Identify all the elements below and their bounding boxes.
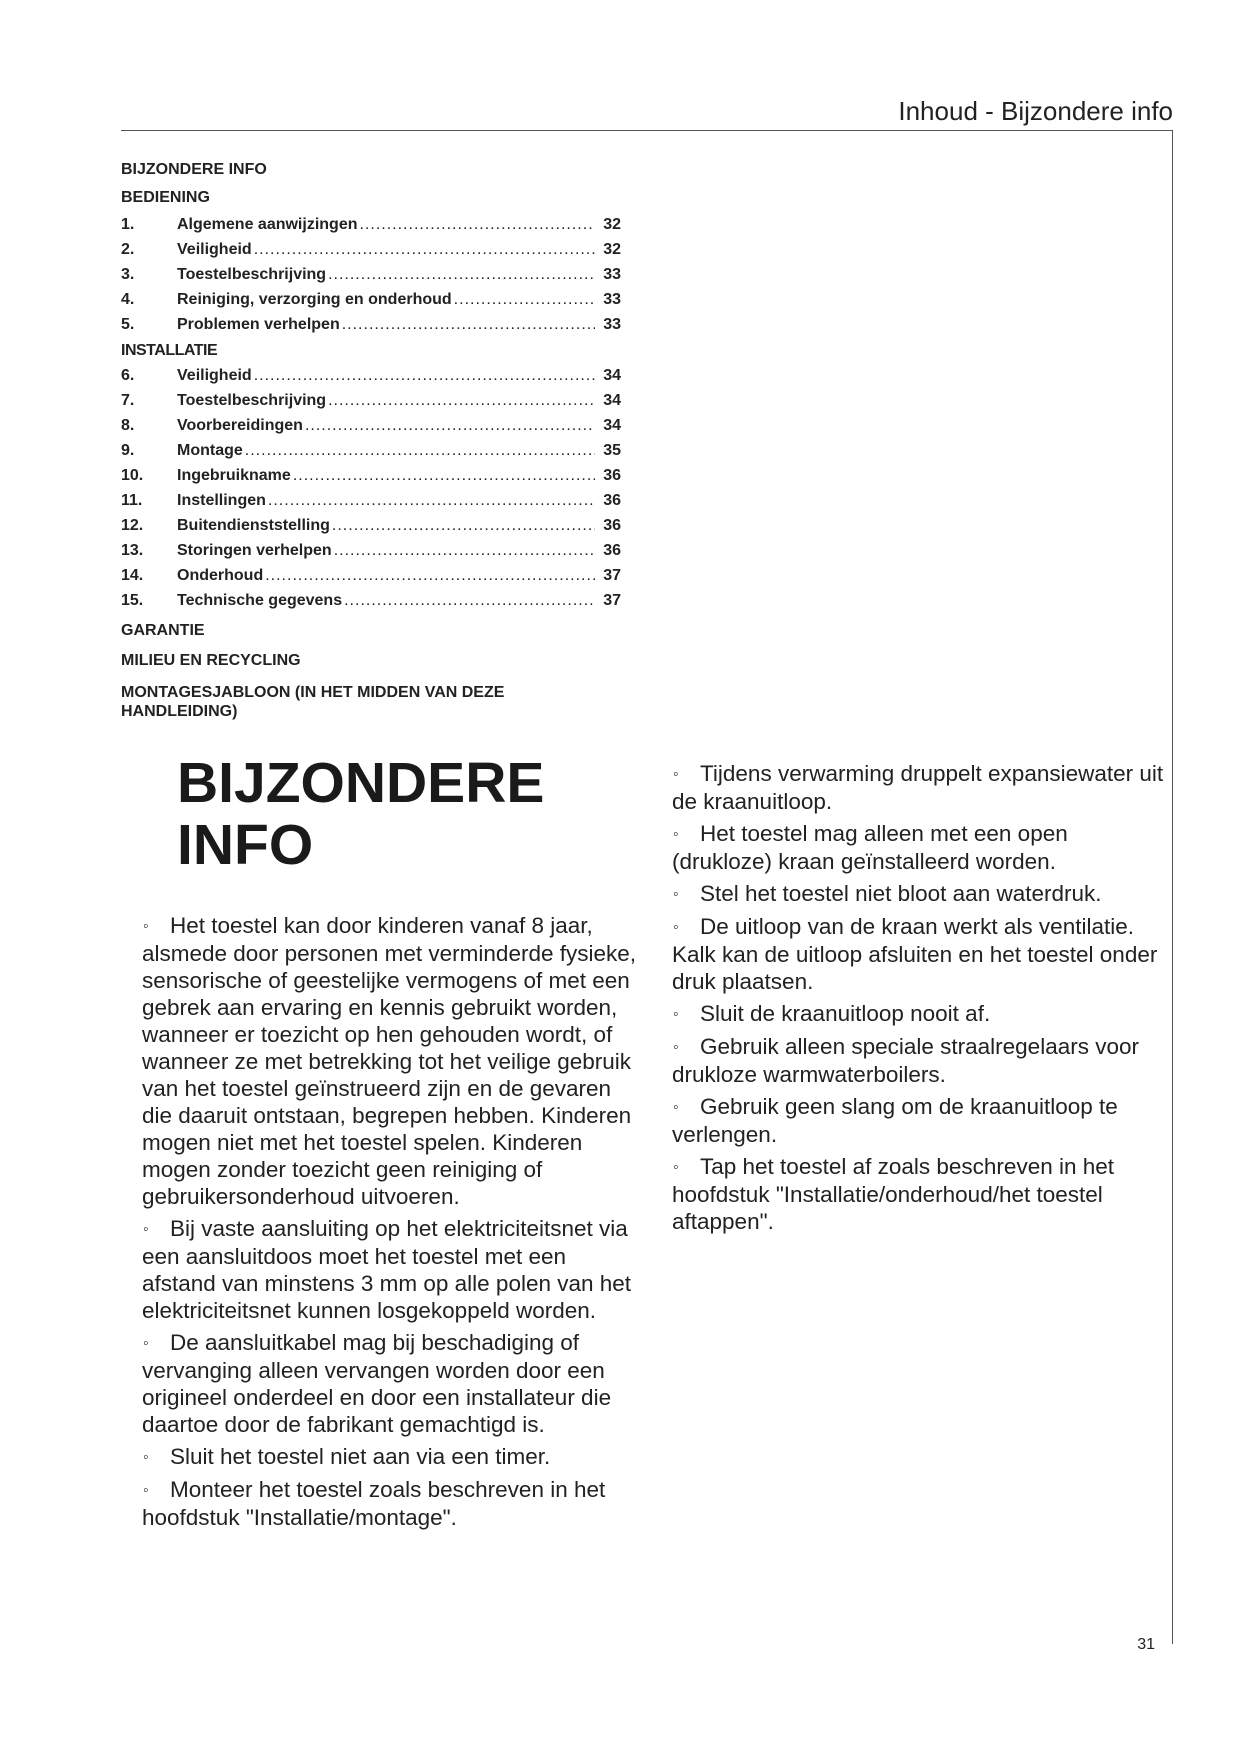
bullet-icon: ◦: [673, 1039, 679, 1056]
toc-entry-number: 7.: [121, 392, 135, 409]
toc-leader-dots: [344, 588, 595, 613]
toc-entry-page: 37: [603, 567, 621, 584]
safety-bullet: [672, 1093, 1172, 1148]
bullet-icon: ◦: [143, 1449, 149, 1466]
toc-entry-page: 36: [603, 492, 621, 509]
toc-entry[interactable]: [121, 388, 621, 413]
toc-leader-dots: [254, 363, 595, 388]
bullet-icon: ◦: [673, 1099, 679, 1116]
toc-section-bediening[interactable]: BEDIENING: [121, 189, 210, 206]
toc-entry-number: 13.: [121, 542, 144, 559]
bullet-text: Sluit het toestel niet aan via een timer.: [170, 1444, 551, 1469]
safety-bullet: [142, 1476, 642, 1531]
toc-entry-number: 4.: [121, 291, 135, 308]
toc-entry-label: Storingen verhelpen: [177, 542, 332, 559]
bullet-text: Monteer het toestel zoals beschreven in het hoofdstuk "Installatie/montage".: [142, 1477, 606, 1530]
section-title-line-1: BIJZONDERE: [177, 751, 545, 815]
toc-entry-page: 36: [603, 467, 621, 484]
section-title-line-2: INFO: [177, 813, 314, 877]
toc-entry-label: Toestelbeschrijving: [177, 392, 327, 409]
toc-entry[interactable]: [121, 563, 621, 588]
bullet-text: De aansluitkabel mag bij beschadiging of vervanging alleen vervangen worden door een origineel onderdeel en door een installateur die daartoe door de fabrikant gemachtigd is.: [142, 1330, 612, 1437]
toc-entry-label: Problemen verhelpen: [177, 316, 340, 333]
toc-leader-dots: [305, 413, 595, 438]
toc-entry-page: 35: [603, 442, 621, 459]
toc-entry[interactable]: [121, 212, 621, 237]
left-column: [142, 912, 642, 1536]
toc-leader-dots: [359, 212, 595, 237]
bullet-text: Stel het toestel niet bloot aan waterdruk.: [700, 881, 1102, 906]
bullet-text: Gebruik geen slang om de kraanuitloop te verlengen.: [672, 1094, 1118, 1147]
safety-bullet: [672, 880, 1172, 908]
safety-bullet: [672, 1153, 1172, 1235]
toc-entry-page: 32: [603, 216, 621, 233]
safety-bullet: [672, 1000, 1172, 1028]
safety-bullet: [142, 1215, 642, 1324]
bullet-icon: ◦: [143, 1335, 149, 1352]
toc-leader-dots: [454, 287, 595, 312]
toc-entry-page: 33: [603, 316, 621, 333]
toc-entry-label: Montage: [177, 442, 243, 459]
section-title: [177, 752, 544, 876]
toc-entry-page: 32: [603, 241, 621, 258]
toc-entry-page: 33: [603, 266, 621, 283]
toc-entry-page: 34: [603, 392, 621, 409]
toc-leader-dots: [293, 463, 595, 488]
toc-entry-label: Ingebruikname: [177, 467, 291, 484]
toc-entry-label: Veiligheid: [177, 367, 252, 384]
toc-entry-label: Instellingen: [177, 492, 266, 509]
safety-bullet: [672, 1033, 1172, 1088]
toc-entry-number: 5.: [121, 316, 135, 333]
right-column: [672, 760, 1172, 1240]
bullet-icon: ◦: [673, 1159, 679, 1176]
toc-entry-label: Toestelbeschrijving: [177, 266, 327, 283]
bullet-icon: ◦: [673, 1006, 679, 1023]
toc-entry-page: 34: [603, 417, 621, 434]
bullet-text: De uitloop van de kraan werkt als ventilatie. Kalk kan de uitloop afsluiten en het toestel onder druk plaatsen.: [672, 914, 1158, 994]
toc-entry[interactable]: [121, 538, 621, 563]
toc-entry-number: 11.: [121, 492, 143, 509]
toc-section-garantie[interactable]: GARANTIE: [121, 622, 205, 639]
toc-entry[interactable]: [121, 463, 621, 488]
toc-leader-dots: [328, 262, 595, 287]
toc-entry[interactable]: [121, 488, 621, 513]
toc-leader-dots: [254, 237, 595, 262]
toc-leader-dots: [268, 488, 595, 513]
toc-entry[interactable]: [121, 237, 621, 262]
bullet-text: Het toestel mag alleen met een open (drukloze) kraan geïnstalleerd worden.: [672, 821, 1068, 874]
header-divider: [121, 130, 1173, 131]
bullet-icon: ◦: [673, 766, 679, 783]
toc-leader-dots: [342, 312, 595, 337]
toc-entry-page: 37: [603, 592, 621, 609]
toc-entry-number: 3.: [121, 266, 135, 283]
toc-leader-dots: [334, 538, 595, 563]
toc-entry-page: 36: [603, 517, 621, 534]
page-header-title: Inhoud - Bijzondere info: [898, 96, 1173, 126]
toc-entry-label: Veiligheid: [177, 241, 252, 258]
bullet-icon: ◦: [673, 886, 679, 903]
toc-section-milieu[interactable]: MILIEU EN RECYCLING: [121, 652, 301, 669]
safety-bullet: [672, 760, 1172, 815]
bullet-text: Sluit de kraanuitloop nooit af.: [700, 1001, 991, 1026]
bullet-text: Tijdens verwarming druppelt expansiewater uit de kraanuitloop.: [672, 761, 1164, 814]
toc-entry-number: 15.: [121, 592, 144, 609]
toc-section-installatie[interactable]: INSTALLATIE: [121, 342, 218, 359]
bullet-icon: ◦: [673, 919, 679, 936]
bullet-icon: ◦: [673, 826, 679, 843]
safety-bullet: [142, 912, 642, 1210]
toc-entry[interactable]: [121, 588, 621, 613]
toc-entry-label: Algemene aanwijzingen: [177, 216, 358, 233]
toc-entry-label: Technische gegevens: [177, 592, 343, 609]
page-number: 31: [1137, 1636, 1155, 1653]
toc-entry-page: 36: [603, 542, 621, 559]
toc-entry[interactable]: [121, 312, 621, 337]
safety-bullet: [672, 913, 1172, 995]
side-divider: [1172, 130, 1173, 1644]
toc-entry-label: Voorbereidingen: [177, 417, 303, 434]
toc-entry[interactable]: [121, 513, 621, 538]
toc-section-montagesjabloon[interactable]: MONTAGESJABLOON (IN HET MIDDEN VAN DEZE HANDLEIDING): [121, 684, 505, 720]
bullet-text: Tap het toestel af zoals beschreven in het hoofdstuk "Installatie/onderhoud/het toestel aftappen".: [672, 1154, 1115, 1234]
toc-entry-number: 10.: [121, 467, 144, 484]
table-of-contents: [121, 160, 621, 721]
toc-entry-number: 8.: [121, 417, 135, 434]
toc-entry[interactable]: [121, 438, 621, 463]
safety-bullet: [672, 820, 1172, 875]
toc-section-bijzondere[interactable]: BIJZONDERE INFO: [121, 161, 267, 178]
toc-entry-number: 6.: [121, 367, 135, 384]
safety-bullet: [142, 1329, 642, 1438]
bullet-text: Bij vaste aansluiting op het elektriciteitsnet via een aansluitdoos moet het toestel met een afstand van minstens 3 mm op alle polen van het elektriciteitsnet kunnen losgekoppeld worden.: [142, 1216, 632, 1323]
toc-entry-label: Buitendienststelling: [177, 517, 330, 534]
bullet-text: Het toestel kan door kinderen vanaf 8 jaar, alsmede door personen met verminderde fysieke, sensorische of geestelijke vermogens of met een gebrek aan ervaring en kennis gebruikt worden, wanneer er toezicht op hen gehouden wordt, of wanneer ze met betrekking tot het veilige gebruik van het toestel geïnstrueerd zijn en de gevaren die daaruit ontstaan, begrepen hebben. Kinderen mogen niet met het toestel spelen. Kinderen mogen zonder toezicht geen reiniging of gebruikersonderhoud uitvoeren.: [142, 913, 637, 1209]
safety-bullet: [142, 1443, 642, 1471]
toc-entry-label: Onderhoud: [177, 567, 264, 584]
toc-leader-dots: [265, 563, 595, 588]
toc-entry-page: 34: [603, 367, 621, 384]
bullet-text: Gebruik alleen speciale straalregelaars voor drukloze warmwaterboilers.: [672, 1034, 1139, 1087]
toc-entry[interactable]: [121, 363, 621, 388]
toc-entry-number: 12.: [121, 517, 144, 534]
bullet-icon: ◦: [143, 1221, 149, 1238]
toc-entry[interactable]: [121, 262, 621, 287]
toc-entry-number: 14.: [121, 567, 144, 584]
toc-entry-number: 1.: [121, 216, 135, 233]
toc-entry-label: Reiniging, verzorging en onderhoud: [177, 291, 452, 308]
bullet-icon: ◦: [143, 1482, 149, 1499]
toc-entry-number: 2.: [121, 241, 135, 258]
toc-entry[interactable]: [121, 413, 621, 438]
toc-leader-dots: [245, 438, 595, 463]
toc-leader-dots: [328, 388, 595, 413]
bullet-icon: ◦: [143, 918, 149, 935]
toc-entry-number: 9.: [121, 442, 135, 459]
toc-leader-dots: [332, 513, 595, 538]
toc-entry-page: 33: [603, 291, 621, 308]
toc-entry[interactable]: [121, 287, 621, 312]
